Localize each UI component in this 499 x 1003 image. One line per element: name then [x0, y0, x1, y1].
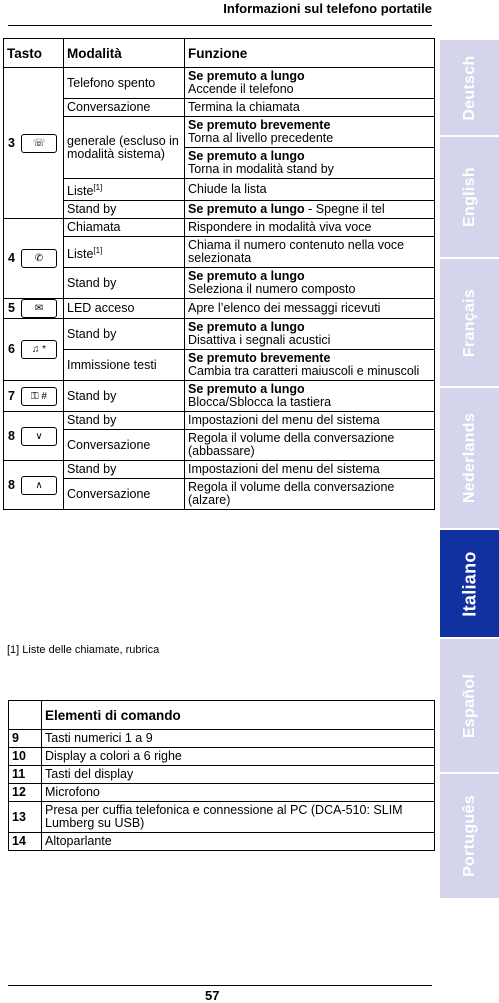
language-tab-portugus[interactable] — [440, 774, 499, 898]
element-description: Altoparlante — [42, 833, 435, 851]
keys-table — [3, 38, 435, 510]
mode-cell — [64, 219, 185, 237]
function-text: Regola il volume della conversazione (abbassare) — [188, 431, 395, 459]
function-text: Chiama il numero contenuto nella voce selezionata — [188, 238, 405, 266]
key-row — [4, 479, 435, 510]
element-number: 10 — [9, 748, 42, 766]
element-row — [9, 802, 435, 833]
element-row — [9, 784, 435, 802]
function-cell — [185, 219, 435, 237]
key-row — [4, 201, 435, 219]
function-emphasis: Se premuto a lungo — [188, 202, 305, 217]
language-tab-label: Deutsch — [460, 54, 478, 121]
function-text: Torna in modalità stand by — [188, 162, 334, 176]
key-number: 6 — [4, 319, 20, 381]
function-text: Apre l’elenco dei messaggi ricevuti — [188, 301, 381, 316]
mode-text: Conversazione — [67, 100, 151, 114]
language-tab-label: Italiano — [459, 550, 479, 617]
language-tab-label: Français — [460, 288, 478, 357]
language-tab-label: Español — [460, 673, 478, 738]
header-modalita: Modalità — [64, 39, 185, 68]
mode-text: LED acceso — [67, 301, 135, 316]
function-text: Accende il telefono — [188, 82, 294, 96]
key-number: 5 — [4, 299, 20, 319]
key-number: 7 — [4, 381, 20, 412]
function-cell — [185, 148, 435, 179]
function-cell — [185, 319, 435, 350]
function-text: Impostazioni del menu del sistema — [188, 462, 380, 477]
key-row — [4, 219, 435, 237]
element-number: 9 — [9, 730, 42, 748]
page-header-title: Informazioni sul telefono portatile — [223, 1, 432, 16]
mode-text: Stand by — [67, 275, 117, 290]
language-tab-label: English — [460, 167, 478, 227]
function-emphasis: Se premuto brevemente — [188, 118, 331, 132]
key-icon-cell — [19, 412, 64, 461]
elements-table — [8, 700, 435, 851]
language-tab-deutsch[interactable] — [440, 40, 499, 135]
key-icon-cell — [19, 381, 64, 412]
mode-cell — [64, 268, 185, 299]
language-tab-espaol[interactable] — [440, 639, 499, 772]
mode-cell — [64, 381, 185, 412]
language-tab-english[interactable] — [440, 137, 499, 257]
mode-text: Conversazione — [67, 437, 151, 452]
function-text: Cambia tra caratteri maiuscoli e minuscoli — [188, 364, 420, 379]
element-description: Presa per cuffia telefonica e connessione al PC (DCA-510: SLIM Lumberg su USB) — [42, 802, 435, 833]
key-row — [4, 381, 435, 412]
mode-cell — [64, 237, 185, 268]
mode-text: Liste — [67, 246, 94, 261]
mode-cell — [64, 319, 185, 350]
function-emphasis: Se premuto a lungo — [188, 69, 305, 83]
language-tabs — [440, 40, 499, 948]
function-cell — [185, 350, 435, 381]
element-description: Microfono — [42, 784, 435, 802]
function-text: - Spegne il tel — [304, 202, 385, 217]
function-cell — [185, 479, 435, 510]
mode-cell — [64, 350, 185, 381]
language-tab-label: Nederlands — [460, 412, 478, 504]
function-cell — [185, 179, 435, 201]
function-emphasis: Se premuto a lungo — [188, 382, 305, 397]
mode-text: Telefono spento — [67, 75, 156, 90]
mode-text: generale (escluso in modalità sistema) — [67, 133, 179, 161]
hash-key-icon: ⚿ # — [21, 387, 57, 406]
function-cell — [185, 268, 435, 299]
mode-cell — [64, 299, 185, 319]
mode-text: Stand by — [67, 413, 117, 428]
function-cell — [185, 237, 435, 268]
language-tab-label: Português — [460, 795, 478, 877]
element-row — [9, 748, 435, 766]
function-emphasis: Se premuto brevemente — [188, 351, 331, 366]
header-tasto: Tasto — [4, 39, 64, 68]
talk-handsfree-key-icon: ✆ — [21, 249, 57, 268]
header-funzione: Funzione — [185, 39, 435, 68]
element-description: Display a colori a 6 righe — [42, 748, 435, 766]
key-row — [4, 412, 435, 430]
element-row — [9, 730, 435, 748]
function-text: Blocca/Sblocca la tastiera — [188, 395, 332, 410]
end-call-key-icon: ☏ — [21, 134, 57, 153]
function-cell — [185, 299, 435, 319]
key-row — [4, 68, 435, 99]
function-text: Rispondere in modalità viva voce — [188, 220, 372, 235]
page-number: 57 — [205, 988, 220, 1003]
function-emphasis: Se premuto a lungo — [188, 320, 305, 335]
mode-cell — [64, 68, 185, 99]
element-number: 12 — [9, 784, 42, 802]
function-text: Impostazioni del menu del sistema — [188, 413, 380, 428]
mode-cell — [64, 479, 185, 510]
function-cell — [185, 117, 435, 148]
function-text: Seleziona il numero composto — [188, 282, 356, 297]
footnote-ref: [1] — [93, 183, 103, 192]
mode-text: Immissione testi — [67, 357, 157, 372]
element-number: 14 — [9, 833, 42, 851]
element-description: Tasti numerici 1 a 9 — [42, 730, 435, 748]
function-emphasis: Se premuto a lungo — [188, 149, 305, 163]
mode-cell — [64, 179, 185, 201]
key-row — [4, 461, 435, 479]
mode-text: Chiamata — [67, 220, 121, 235]
element-row — [9, 833, 435, 851]
function-cell — [185, 68, 435, 99]
key-icon-cell — [19, 299, 64, 319]
up-key-icon: ∧ — [21, 476, 57, 495]
function-text: Chiude la lista — [188, 182, 267, 197]
element-row — [9, 766, 435, 784]
footnote-ref: [1] — [93, 245, 103, 255]
function-cell — [185, 381, 435, 412]
key-icon-cell — [19, 461, 64, 510]
key-icon-cell — [19, 319, 64, 381]
key-row — [4, 99, 435, 117]
mode-cell — [64, 461, 185, 479]
element-number: 13 — [9, 802, 42, 833]
function-text: Termina la chiamata — [188, 100, 300, 114]
mode-cell — [64, 430, 185, 461]
elements-header: Elementi di comando — [42, 701, 435, 730]
key-row — [4, 179, 435, 201]
function-cell — [185, 461, 435, 479]
key-row — [4, 299, 435, 319]
key-row — [4, 319, 435, 350]
language-tab-italiano[interactable] — [440, 530, 499, 637]
mode-cell — [64, 117, 185, 179]
key-number: 4 — [4, 219, 20, 299]
key-row — [4, 237, 435, 268]
mode-text: Stand by — [67, 326, 117, 341]
element-number: 11 — [9, 766, 42, 784]
key-number: 8 — [4, 461, 20, 510]
mode-text: Liste — [67, 184, 94, 199]
function-text: Torna al livello precedente — [188, 131, 334, 145]
mode-text: Stand by — [67, 202, 117, 217]
header-rule — [8, 25, 432, 26]
mode-text: Stand by — [67, 388, 117, 403]
mode-text: Conversazione — [67, 486, 151, 501]
function-text: Disattiva i segnali acustici — [188, 333, 331, 348]
mode-cell — [64, 99, 185, 117]
mode-cell — [64, 201, 185, 219]
key-row — [4, 117, 435, 148]
key-icon-cell — [19, 219, 64, 299]
function-text: Regola il volume della conversazione (alzare) — [188, 480, 395, 508]
key-row — [4, 430, 435, 461]
footnote: [1] Liste delle chiamate, rubrica — [7, 644, 160, 656]
star-key-icon: ♫ * — [21, 340, 57, 359]
function-emphasis: Se premuto a lungo — [188, 269, 305, 284]
key-icon-cell — [19, 68, 64, 219]
message-key-icon: ✉ — [21, 299, 57, 318]
footer-rule — [8, 985, 432, 986]
mode-cell — [64, 412, 185, 430]
function-cell — [185, 99, 435, 117]
down-key-icon: ∨ — [21, 427, 57, 446]
key-number: 3 — [4, 68, 20, 219]
key-number: 8 — [4, 412, 20, 461]
element-description: Tasti del display — [42, 766, 435, 784]
key-row — [4, 350, 435, 381]
key-row — [4, 268, 435, 299]
elements-header-blank — [9, 701, 42, 730]
function-cell — [185, 412, 435, 430]
function-cell — [185, 201, 435, 219]
mode-text: Stand by — [67, 462, 117, 477]
language-tab-franais[interactable] — [440, 259, 499, 386]
language-tab-nederlands[interactable] — [440, 388, 499, 528]
function-cell — [185, 430, 435, 461]
